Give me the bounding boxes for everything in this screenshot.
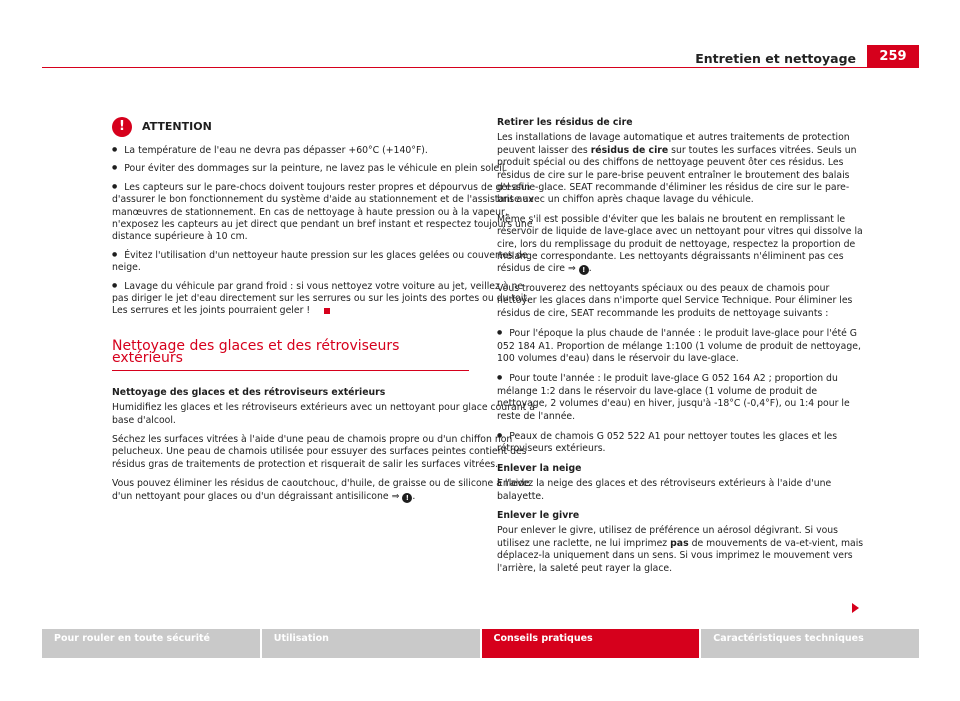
attention-item: ● Lavage du véhicule par grand froid : si vous nettoyez votre voiture au jet, veillez à ne pas diriger le jet d'eau directement sur les serrures ou sur les joints des portes ou du toit. Les serrures et les joints pourraient geler ! — [112, 280, 538, 318]
attention-item: ● Pour éviter des dommages sur la peinture, ne lavez pas le véhicule en plein soleil. — [112, 162, 538, 175]
cross-reference[interactable]: ⇒ ! — [392, 491, 413, 502]
product-item: ● Pour l'époque la plus chaude de l'année : le produit lave-glace pour l'été G 052 184 A1. Proportion de mélange 1:100 (1 volume de produit de nettoyage, 100 volumes d'eau) dans le réservoir du lave-glace. — [497, 327, 867, 365]
attention-item: ● La température de l'eau ne devra pas dépasser +60°C (+140°F). — [112, 144, 538, 157]
continue-arrow-icon — [852, 603, 859, 613]
snow-heading: Enlever la neige — [497, 462, 582, 474]
wax-heading: Retirer les résidus de cire — [497, 117, 633, 128]
right-column — [497, 117, 867, 582]
end-marker-icon — [324, 308, 330, 314]
paragraph: Séchez les surfaces vitrées à l'aide d'une peau de chamois propre ou d'un chiffon non pelucheux. Une peau de chamois utilisée pour essuyer des surfaces peintes contient des résidus gras de traitements de protection et risquerait de salir les surfaces vitrées. — [112, 433, 527, 470]
running-header-title: Entretien et nettoyage — [695, 51, 856, 66]
cross-reference[interactable]: ⇒ ! — [568, 263, 589, 274]
frost-heading: Enlever le givre — [497, 509, 580, 521]
paragraph: Vous pouvez éliminer les résidus de caoutchouc, d'huile, de graisse ou de silicone à l'aide d'un nettoyant pour glaces ou d'un dégraissant antisilicone ⇒ ! . — [112, 478, 530, 502]
paragraph: Même s'il est possible d'éviter que les balais ne broutent en remplissant le réservoir de liquide de lave-glace avec un nettoyant pour vitres qui dissolve la cire, lors du remplissage du produit de nettoyage, respectez la proportion de mélange correspondante. Les nettoyants dégraissants n'éliminent pas ces résidus de cire ⇒ ! . — [497, 213, 863, 275]
product-item: ● Peaux de chamois G 052 522 A1 pour nettoyer toutes les glaces et les rétroviseurs extérieurs. — [497, 430, 867, 456]
caution-reference-icon: ! — [402, 493, 412, 503]
paragraph: Vous trouverez des nettoyants spéciaux ou des peaux de chamois pour nettoyer les glaces dans n'importe quel Service Technique. Pour éliminer les résidus de cire, SEAT recommande les produits de nettoyage suivants : — [497, 282, 853, 319]
product-item: ● Pour toute l'année : le produit lave-glace G 052 164 A2 ; proportion du mélange 1:2 dans le réservoir du lave-glace (1 volume de produit de nettoyage, 2 volumes d'eau) en hiver, jusqu'à -18°C (-0,4°F), ou 1:4 pour le reste de l'année. — [497, 372, 867, 423]
paragraph: Les installations de lavage automatique et autres traitements de protection peuvent laisser des résidus de cire sur toutes les surfaces vitrées. Seuls un produit spécial ou des chiffons de nettoyage peuvent ôter ces résidus. Les résidus de cire sur le pare-brise peuvent entraîner le broutement des balais d'essuie-glace. SEAT recommande d'éliminer les résidus de cire sur le pare-brise avec un chiffon après chaque lavage du véhicule. — [497, 132, 857, 206]
chapter-tabs — [42, 629, 919, 658]
attention-item: ● Les capteurs sur le pare-chocs doivent toujours rester propres et dépourvus de gel afin d'assurer le bon fonctionnement du système d'aide au stationnement et de l'assistant aux manœuvres de stationnement. En cas de nettoyage à haute pression ou à la vapeur, n'exposez les capteurs au jet direct que pendant un bref instant et respectez toujours une distance supérieure à 10 cm. — [112, 181, 538, 244]
paragraph: Enlevez la neige des glaces et des rétroviseurs extérieurs à l'aide d'une balayette. — [497, 478, 832, 502]
caution-reference-icon: ! — [579, 265, 589, 275]
attention-heading — [112, 117, 538, 137]
header-rule — [42, 67, 919, 68]
paragraph: Humidifiez les glaces et les rétroviseurs extérieurs avec un nettoyant pour glace courant à base d'alcool. — [112, 402, 535, 426]
paragraph: Pour enlever le givre, utilisez de préférence un aérosol dégivrant. Si vous utilisez une raclette, ne lui imprimez pas de mouvements de va-et-vient, mais déplacez-la uniquement dans un sens. Si vous imprimez le mouvement vers l'arrière, la saleté peut rayer la glace. — [497, 525, 864, 574]
section-subheading: Nettoyage des glaces et des rétroviseurs extérieurs — [112, 386, 386, 398]
tab-operation[interactable]: Utilisation — [260, 629, 480, 658]
page-number: 259 — [867, 45, 919, 67]
warning-icon: ! — [112, 117, 132, 137]
left-column — [112, 117, 538, 510]
tab-practical-tips[interactable]: Conseils pratiques — [480, 629, 700, 658]
attention-item: ● Évitez l'utilisation d'un nettoyeur haute pression sur les glaces gelées ou couvertes de neige. — [112, 249, 538, 275]
section-heading: Nettoyage des glaces et des rétroviseurs extérieurs — [112, 340, 469, 371]
tab-safety[interactable]: Pour rouler en toute sécurité — [42, 629, 260, 658]
tab-technical-specs[interactable]: Caractéristiques techniques — [699, 629, 919, 658]
attention-title: ATTENTION — [142, 119, 212, 133]
